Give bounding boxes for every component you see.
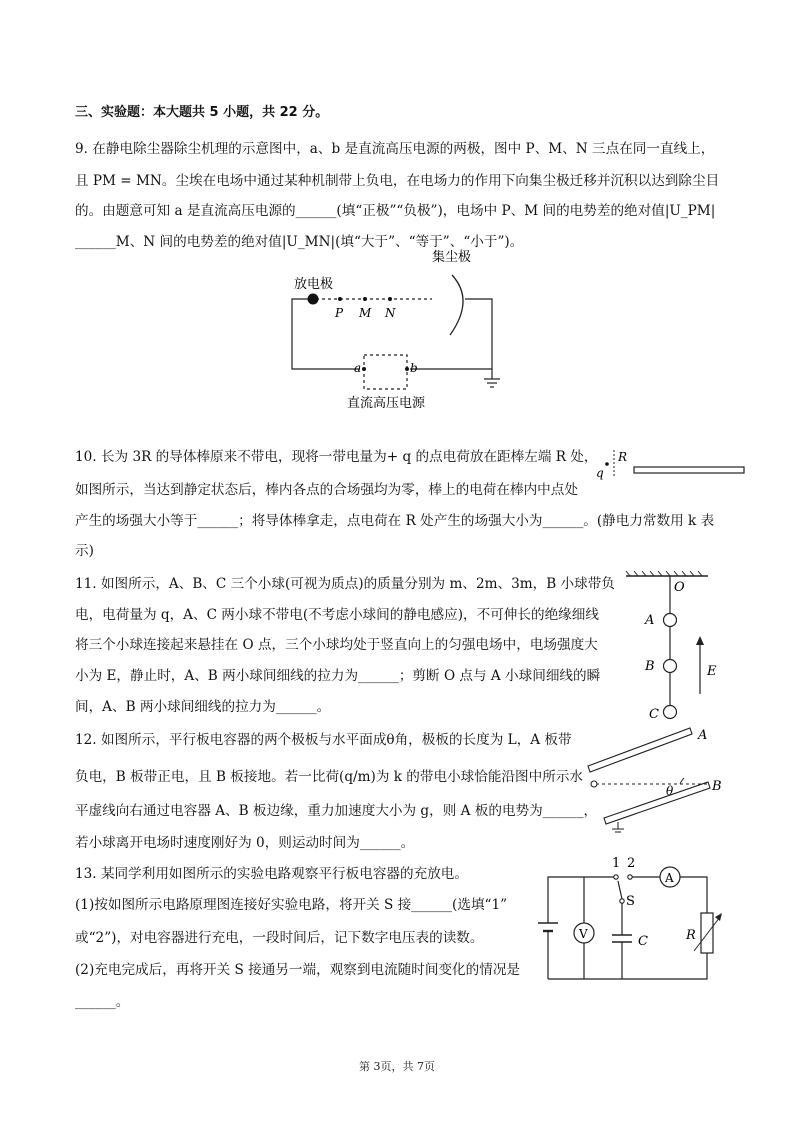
ball-c xyxy=(664,706,677,719)
label-b: b xyxy=(410,361,418,375)
label-m: M xyxy=(359,306,372,320)
plate-a xyxy=(588,728,692,772)
discharge-electrode xyxy=(308,294,319,305)
label-1: 1 xyxy=(612,856,621,871)
q12-line-1: 12. 如图所示，平行板电容器的两个极板与水平面成θ角，极板的长度为 L，A 板带 xyxy=(75,732,572,748)
charge-label: q xyxy=(596,466,604,480)
q13-line-5: ______。 xyxy=(75,994,130,1010)
discharge-label: 放电极 xyxy=(294,277,334,292)
wire-bottom xyxy=(548,953,707,979)
label-a: a xyxy=(354,361,362,375)
label-o: O xyxy=(674,580,685,595)
label-n: N xyxy=(385,306,396,320)
q9-line-3: 的。由题意可知 a 是直流高压电源的______(填“正极”“负极”)，电场中 P、M 间的电势差的绝对值|U_PM| xyxy=(75,203,716,219)
angle-arc xyxy=(680,778,684,784)
label-b: B xyxy=(712,779,722,794)
q11-line-3: 将三个小球连接起来悬挂在 O 点，三个小球均处于竖直向上的匀强电场中，电场强度大 xyxy=(75,637,598,653)
q13-circuit-diagram xyxy=(532,855,732,990)
label-p: P xyxy=(335,306,344,320)
q11-line-1: 11. 如图所示，A、B、C 三个小球(可视为质点)的质量分别为 m、2m、3m，B 小球带负 xyxy=(75,576,615,592)
point-charge xyxy=(605,462,609,466)
label-a: A xyxy=(698,728,708,743)
page-footer: 第 3页，共 7页 xyxy=(359,1060,435,1073)
label-s: S xyxy=(626,894,635,909)
label-c: C xyxy=(649,707,659,722)
q9-line-1: 9. 在静电除尘器除尘机理的示意图中，a、b 是直流高压电源的两极，图中 P、M、N 三点在同一直线上， xyxy=(75,141,715,157)
q9-precipitator-diagram xyxy=(280,245,510,415)
q10-line-2: 如图所示，当达到静定状态后，棒内各点的合场强均为零，棒上的电荷在棒内中点处 xyxy=(75,482,578,498)
terminal-b-dot xyxy=(405,367,409,371)
charged-ball xyxy=(591,781,597,787)
q12-capacitor-diagram xyxy=(586,722,736,832)
rheostat xyxy=(701,913,713,953)
q13-line-4: (2)充电完成后，再将开关 S 接通另一端，观察到电流随时间变化的情况是 xyxy=(75,962,521,978)
q10-line-1: 10. 长为 3R 的导体棒原来不带电，现将一带电量为+ q 的点电荷放在距棒左端 R 处， xyxy=(75,449,598,465)
label-b: B xyxy=(645,659,655,674)
q10-line-3: 产生的场强大小等于______；将导体棒拿走，点电荷在 R 处产生的场强大小为______。(静电力常数用 k 表 xyxy=(75,513,715,529)
voltmeter-label: V xyxy=(579,927,588,941)
q9-line-2: 且 PM = MN。尘埃在电场中通过某种机制带上负电，在电场力的作用下向集尘极迁移并沉积以达到除尘目 xyxy=(75,173,720,189)
label-c: C xyxy=(638,934,648,949)
terminal-a-dot xyxy=(362,367,366,371)
wire-right xyxy=(680,877,707,913)
label-r: R xyxy=(686,928,696,943)
conductor-rod xyxy=(634,467,744,473)
point-m-dot xyxy=(363,297,367,301)
q13-line-1: 13. 某同学利用如图所示的实验电路观察平行板电容器的充放电。 xyxy=(75,866,468,882)
q11-balls-diagram xyxy=(618,570,718,725)
ball-b xyxy=(664,660,677,673)
r-label: R xyxy=(618,450,628,464)
ball-a xyxy=(664,614,677,627)
collector-plate xyxy=(450,275,463,335)
q10-line-4: 示) xyxy=(75,543,94,559)
q12-line-3: 平虚线向右通过电容器 A、B 板边缘，重力加速度大小为 g，则 A 板的电势为______， xyxy=(75,803,598,819)
collector-label: 集尘极 xyxy=(432,250,472,265)
terminal-2 xyxy=(628,875,632,879)
point-p-dot xyxy=(338,297,342,301)
source-label: 直流高压电源 xyxy=(347,396,426,411)
label-theta: θ xyxy=(666,784,674,798)
q10-rod-diagram xyxy=(592,444,752,484)
q11-line-5: 间，A、B 两小球间细线的拉力为______。 xyxy=(75,699,331,715)
switch-pivot xyxy=(620,899,624,903)
section-heading: 三、实验题：本大题共 5 小题，共 22 分。 xyxy=(75,105,329,120)
q9-line-4: ______M、N 间的电势差的绝对值|U_MN|(填“大于”、“等于”、“小于”)。 xyxy=(75,234,524,250)
q11-line-2: 电，电荷量为 q，A、C 两小球不带电(不考虑小球间的静电感应)，不可伸长的绝缘细线 xyxy=(75,607,599,623)
wire-left xyxy=(292,299,360,369)
ammeter-label: A xyxy=(665,871,674,885)
q13-line-3: 或“2”)，对电容器进行充电，一段时间后，记下数字电压表的读数。 xyxy=(75,930,484,946)
q13-line-2: (1)按如图所示电路原理图连接好实验电路，将开关 S 接______(选填“1” xyxy=(75,897,508,913)
label-e: E xyxy=(707,664,717,679)
terminal-1 xyxy=(614,875,618,879)
q12-line-4: 若小球离开电场时速度刚好为 0，则运动时间为______。 xyxy=(75,835,415,851)
plate-b xyxy=(604,782,710,824)
q11-line-4: 小为 E，静止时，A、B 两小球间细线的拉力为______；剪断 O 点与 A 小球间细线的瞬 xyxy=(75,668,601,684)
label-2: 2 xyxy=(627,856,636,871)
point-n-dot xyxy=(388,297,392,301)
switch-blade xyxy=(618,881,622,899)
label-a: A xyxy=(645,613,655,628)
wire-top-left xyxy=(548,877,614,921)
dc-source-box xyxy=(364,355,407,389)
q12-line-2: 负电，B 板带正电，且 B 板接地。若一比荷(q/m)为 k 的带电小球恰能沿图中所示水 xyxy=(75,769,584,785)
